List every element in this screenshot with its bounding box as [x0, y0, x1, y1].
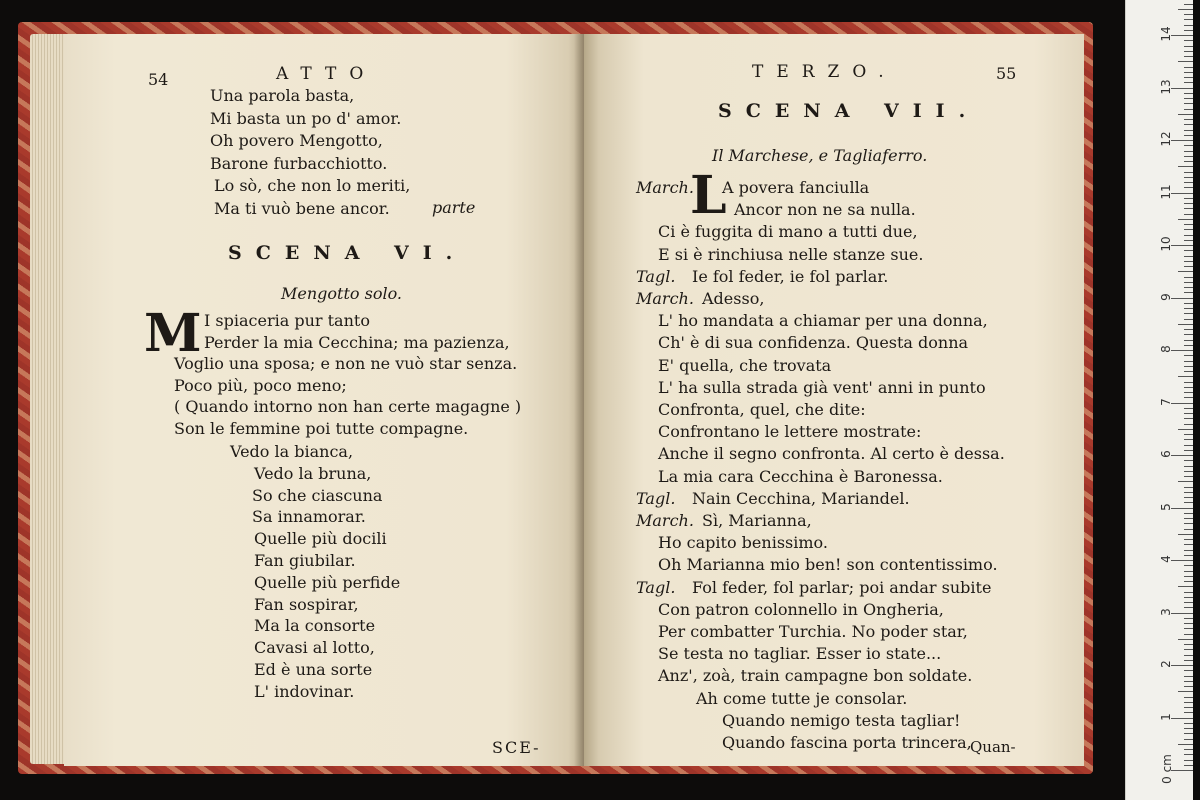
dialogue-line: Sì, Marianna, — [702, 511, 812, 530]
ruler-tick — [1184, 581, 1193, 582]
ruler-tick — [1184, 602, 1193, 603]
dialogue-line: Quando nemigo testa tagliar! — [722, 710, 961, 730]
ruler-tick — [1184, 329, 1193, 330]
dialogue-line: Per combatter Turchia. No poder star, — [658, 622, 968, 641]
ruler-tick — [1184, 466, 1193, 467]
ruler-tick — [1184, 93, 1193, 94]
dialogue-line: Anz', zoà, train campagne bon soldate. — [658, 666, 973, 686]
dialogue-line: Anche il segno confronta. Al certo è dessa. — [658, 444, 1005, 464]
ruler-tick — [1184, 172, 1193, 173]
scene-caption: Mengotto solo. — [281, 284, 403, 303]
ruler-tick — [1171, 403, 1193, 404]
verse-line: Oh povero Mengotto, — [210, 131, 383, 150]
ruler-tick — [1184, 235, 1193, 236]
ruler-tick — [1184, 371, 1193, 372]
ruler-tick — [1184, 733, 1193, 734]
dialogue-line: A povera fanciulla — [722, 178, 870, 197]
ruler-tick — [1178, 586, 1193, 587]
dialogue-line: L' ho mandata a chiamar per una donna, — [658, 311, 988, 331]
ruler-tick — [1178, 744, 1193, 745]
dialogue-line: Ah come tutte je consolar. — [696, 688, 908, 708]
ruler-tick — [1184, 576, 1193, 577]
verse-line: Ed è una sorte — [254, 660, 373, 679]
ruler-tick — [1184, 224, 1193, 225]
dialogue-line: Confrontano le lettere mostrate: — [658, 422, 922, 442]
ruler-tick — [1184, 250, 1193, 251]
ruler-tick — [1184, 145, 1193, 146]
ruler-label: 4 — [1159, 555, 1173, 563]
ruler-tick — [1184, 161, 1193, 162]
scene-title: SCENA VII. — [718, 100, 980, 122]
ruler-tick — [1184, 471, 1193, 472]
speaker-label: Tagl. — [636, 266, 676, 286]
verse-line: Vedo la bruna, — [254, 463, 372, 483]
ruler-tick — [1184, 555, 1193, 556]
ruler-tick — [1184, 256, 1193, 257]
ruler-tick — [1184, 765, 1193, 766]
ruler-tick — [1184, 754, 1193, 755]
ruler-tick — [1178, 639, 1193, 640]
ruler-tick — [1178, 534, 1193, 535]
ruler-tick — [1184, 340, 1193, 341]
ruler-tick — [1171, 613, 1193, 614]
ruler-tick — [1184, 413, 1193, 414]
ruler-tick — [1184, 623, 1193, 624]
verse-line: Una parola basta, — [210, 86, 355, 105]
ruler-tick — [1184, 203, 1193, 204]
ruler-tick — [1178, 166, 1193, 167]
ruler-tick — [1178, 61, 1193, 62]
speaker-label: Tagl. — [636, 577, 676, 597]
ruler-tick — [1184, 19, 1193, 20]
ruler-tick — [1184, 418, 1193, 419]
ruler-tick — [1184, 592, 1193, 593]
verse-line: Perder la mia Cecchina; ma pazienza, — [204, 332, 510, 352]
ruler-tick — [1184, 177, 1193, 178]
ruler-tick — [1184, 445, 1193, 446]
dialogue-line: Oh Marianna mio ben! son contentissimo. — [658, 555, 998, 575]
ruler-tick — [1184, 565, 1193, 566]
ruler-tick — [1184, 130, 1193, 131]
ruler-tick — [1184, 77, 1193, 78]
ruler-tick — [1184, 56, 1193, 57]
ruler-tick — [1184, 292, 1193, 293]
ruler-label: 12 — [1159, 131, 1173, 147]
ruler-label: 1 — [1159, 712, 1173, 721]
ruler-tick — [1184, 497, 1193, 498]
ruler-tick — [1184, 277, 1193, 278]
drop-cap: L — [690, 165, 727, 226]
ruler-tick — [1171, 455, 1193, 456]
ruler-tick — [1184, 261, 1193, 262]
ruler-tick — [1184, 229, 1193, 230]
verse-line: Son le femmine poi tutte compagne. — [174, 419, 469, 438]
ruler-tick — [1178, 219, 1193, 220]
speaker-label: March. — [636, 289, 694, 308]
ruler-label: 8 — [1159, 345, 1173, 353]
ruler-tick — [1171, 88, 1193, 89]
ruler-tick — [1184, 355, 1193, 356]
ruler-label: 9 — [1159, 292, 1173, 301]
ruler-tick — [1184, 597, 1193, 598]
ruler-tick — [1184, 571, 1193, 572]
dialogue-line: Confronta, quel, che dite: — [658, 400, 866, 419]
ruler-tick — [1184, 434, 1193, 435]
left-page — [64, 34, 584, 766]
ruler-tick — [1171, 350, 1193, 351]
ruler-tick — [1184, 198, 1193, 199]
dialogue-line: Ie fol feder, ie fol parlar. — [692, 266, 889, 286]
ruler-tick — [1184, 408, 1193, 409]
ruler-tick — [1184, 439, 1193, 440]
ruler-tick — [1184, 607, 1193, 608]
ruler-tick — [1184, 208, 1193, 209]
ruler-tick — [1184, 4, 1193, 5]
ruler-tick — [1171, 560, 1193, 561]
scene-title: SCENA VI. — [228, 242, 467, 264]
ruler-tick — [1184, 266, 1193, 267]
ruler-tick — [1184, 392, 1193, 393]
speaker-label: Tagl. — [636, 488, 676, 508]
dialogue-line: Ancor non ne sa nulla. — [734, 200, 916, 220]
ruler-tick — [1184, 728, 1193, 729]
verse-line: L' indovinar. — [254, 681, 355, 701]
ruler-tick — [1184, 502, 1193, 503]
dialogue-line: Se testa no tagliar. Esser io state... — [658, 644, 942, 664]
ruler-tick — [1184, 649, 1193, 650]
verse-line: Sa innamorar. — [252, 507, 366, 527]
ruler-tick — [1184, 618, 1193, 619]
ruler-tick — [1184, 303, 1193, 304]
ruler-tick — [1184, 182, 1193, 183]
ruler-tick — [1184, 681, 1193, 682]
verse-line: Mi basta un po d' amor. — [210, 108, 402, 128]
ruler-tick — [1184, 30, 1193, 31]
ruler-tick — [1184, 40, 1193, 41]
verse-line: So che ciascuna — [252, 485, 383, 505]
right-page — [584, 34, 1084, 766]
ruler-tick — [1184, 151, 1193, 152]
ruler-tick — [1184, 550, 1193, 551]
verse-line: ( Quando intorno non han certe magagne ) — [174, 397, 522, 417]
dialogue-line: L' ha sulla strada già vent' anni in punto — [658, 377, 986, 397]
ruler-tick — [1184, 72, 1193, 73]
verse-line: Barone furbacchiotto. — [210, 153, 388, 173]
ruler-tick — [1184, 544, 1193, 545]
ruler-tick — [1184, 424, 1193, 425]
page-number: 54 — [148, 70, 169, 89]
dialogue-line: E si è rinchiusa nelle stanze sue. — [658, 244, 924, 264]
verse-line: Fan sospirar, — [254, 594, 359, 614]
ruler-tick — [1184, 282, 1193, 283]
ruler-tick — [1184, 670, 1193, 671]
ruler-tick — [1184, 702, 1193, 703]
ruler-tick — [1184, 67, 1193, 68]
speaker-label: March. — [636, 178, 694, 197]
ruler-tick — [1184, 760, 1193, 761]
ruler-tick — [1184, 156, 1193, 157]
ruler-tick — [1184, 397, 1193, 398]
verse-line: Ma la consorte — [254, 616, 376, 636]
measuring-ruler — [1125, 0, 1193, 800]
verse-line: Quelle più perfide — [254, 572, 401, 592]
ruler-tick — [1184, 51, 1193, 52]
ruler-tick — [1171, 298, 1193, 299]
ruler-tick — [1178, 324, 1193, 325]
ruler-tick — [1184, 460, 1193, 461]
ruler-tick — [1184, 476, 1193, 477]
ruler-tick — [1184, 124, 1193, 125]
ruler-label: 10 — [1159, 236, 1173, 252]
dialogue-line: Nain Cecchina, Mariandel. — [692, 488, 910, 508]
ruler-tick — [1171, 665, 1193, 666]
ruler-tick — [1184, 387, 1193, 388]
ruler-tick — [1184, 523, 1193, 524]
dialogue-line: Fol feder, fol parlar; poi andar subite — [692, 577, 992, 597]
ruler-tick — [1184, 308, 1193, 309]
ruler-label: 5 — [1159, 502, 1173, 511]
ruler-tick — [1184, 98, 1193, 99]
dialogue-line: E' quella, che trovata — [658, 355, 832, 375]
verse-line: Lo sò, che non lo meriti, — [214, 176, 411, 195]
ruler-label: 6 — [1159, 450, 1173, 458]
running-head: TERZO. — [752, 62, 897, 82]
ruler-tick — [1184, 187, 1193, 188]
ruler-tick — [1171, 770, 1193, 771]
ruler-tick — [1178, 429, 1193, 430]
verse-line: Vedo la bianca, — [230, 442, 354, 461]
ruler-tick — [1171, 718, 1193, 719]
ruler-tick — [1184, 345, 1193, 346]
ruler-tick — [1184, 707, 1193, 708]
drop-cap: M — [144, 303, 202, 364]
ruler-tick — [1178, 271, 1193, 272]
ruler-label: 2 — [1159, 660, 1173, 668]
ruler-tick — [1184, 723, 1193, 724]
ruler-tick — [1184, 634, 1193, 635]
ruler-tick — [1178, 481, 1193, 482]
running-head: ATTO — [276, 64, 377, 84]
ruler-tick — [1184, 492, 1193, 493]
ruler-tick — [1184, 135, 1193, 136]
ruler-tick — [1184, 319, 1193, 320]
ruler-tick — [1184, 14, 1193, 15]
ruler-tick — [1184, 450, 1193, 451]
ruler-tick — [1184, 82, 1193, 83]
ruler-label: 11 — [1159, 183, 1173, 200]
ruler-label: 13 — [1159, 78, 1173, 95]
ruler-tick — [1178, 691, 1193, 692]
ruler-tick — [1184, 749, 1193, 750]
verse-line: Quelle più docili — [254, 529, 387, 549]
ruler-tick — [1184, 644, 1193, 645]
ruler-tick — [1171, 245, 1193, 246]
ruler-tick — [1178, 9, 1193, 10]
verse-line: Fan giubilar. — [254, 551, 356, 570]
catchword: SCE- — [492, 738, 541, 757]
ruler-tick — [1184, 103, 1193, 104]
ruler-label: 14 — [1159, 26, 1173, 42]
ruler-tick — [1171, 193, 1193, 194]
ruler-tick — [1171, 35, 1193, 36]
ruler-tick — [1184, 240, 1193, 241]
ruler-tick — [1184, 366, 1193, 367]
ruler-tick — [1184, 660, 1193, 661]
ruler-tick — [1184, 487, 1193, 488]
ruler-tick — [1178, 114, 1193, 115]
dialogue-line: Con patron colonnello in Ongheria, — [658, 599, 944, 619]
ruler-tick — [1184, 46, 1193, 47]
ruler-tick — [1184, 313, 1193, 314]
catchword: Quan- — [970, 738, 1016, 756]
ruler-tick — [1184, 712, 1193, 713]
ruler-tick — [1184, 513, 1193, 514]
dialogue-line: Ch' è di sua confidenza. Questa donna — [658, 333, 969, 353]
ruler-label: 0 cm — [1160, 754, 1174, 784]
dialogue-line: La mia cara Cecchina è Baronessa. — [658, 466, 943, 486]
ruler-tick — [1184, 109, 1193, 110]
ruler-tick — [1184, 676, 1193, 677]
page-number: 55 — [996, 64, 1017, 83]
ruler-tick — [1171, 140, 1193, 141]
ruler-tick — [1184, 214, 1193, 215]
verse-line: I spiaceria pur tanto — [204, 311, 370, 330]
ruler-tick — [1184, 697, 1193, 698]
verse-line: Ma ti vuò bene ancor. — [214, 198, 390, 218]
ruler-tick — [1184, 628, 1193, 629]
ruler-tick — [1184, 382, 1193, 383]
dialogue-line: Ho capito benissimo. — [658, 533, 828, 553]
stage-direction: parte — [432, 198, 476, 217]
ruler-tick — [1184, 334, 1193, 335]
ruler-tick — [1184, 686, 1193, 687]
ruler-label: 3 — [1159, 607, 1173, 616]
dialogue-line: Quando fascina porta trincera, — [722, 733, 972, 752]
verse-line: Cavasi al lotto, — [254, 638, 375, 658]
ruler-tick — [1171, 508, 1193, 509]
ruler-tick — [1178, 376, 1193, 377]
ruler-label: 7 — [1159, 397, 1173, 406]
verse-line: Voglio una sposa; e non ne vuò star senza. — [174, 354, 518, 374]
speaker-label: March. — [636, 511, 694, 530]
ruler-tick — [1184, 119, 1193, 120]
ruler-tick — [1184, 655, 1193, 656]
dialogue-line: Adesso, — [702, 289, 765, 308]
verse-line: Poco più, poco meno; — [174, 375, 347, 395]
ruler-tick — [1184, 518, 1193, 519]
ruler-tick — [1184, 539, 1193, 540]
ruler-tick — [1184, 287, 1193, 288]
ruler-tick — [1184, 529, 1193, 530]
ruler-tick — [1184, 25, 1193, 26]
ruler-tick — [1184, 739, 1193, 740]
scene-caption: Il Marchese, e Tagliaferro. — [712, 146, 928, 165]
ruler-tick — [1184, 361, 1193, 362]
dialogue-line: Ci è fuggita di mano a tutti due, — [658, 222, 918, 242]
